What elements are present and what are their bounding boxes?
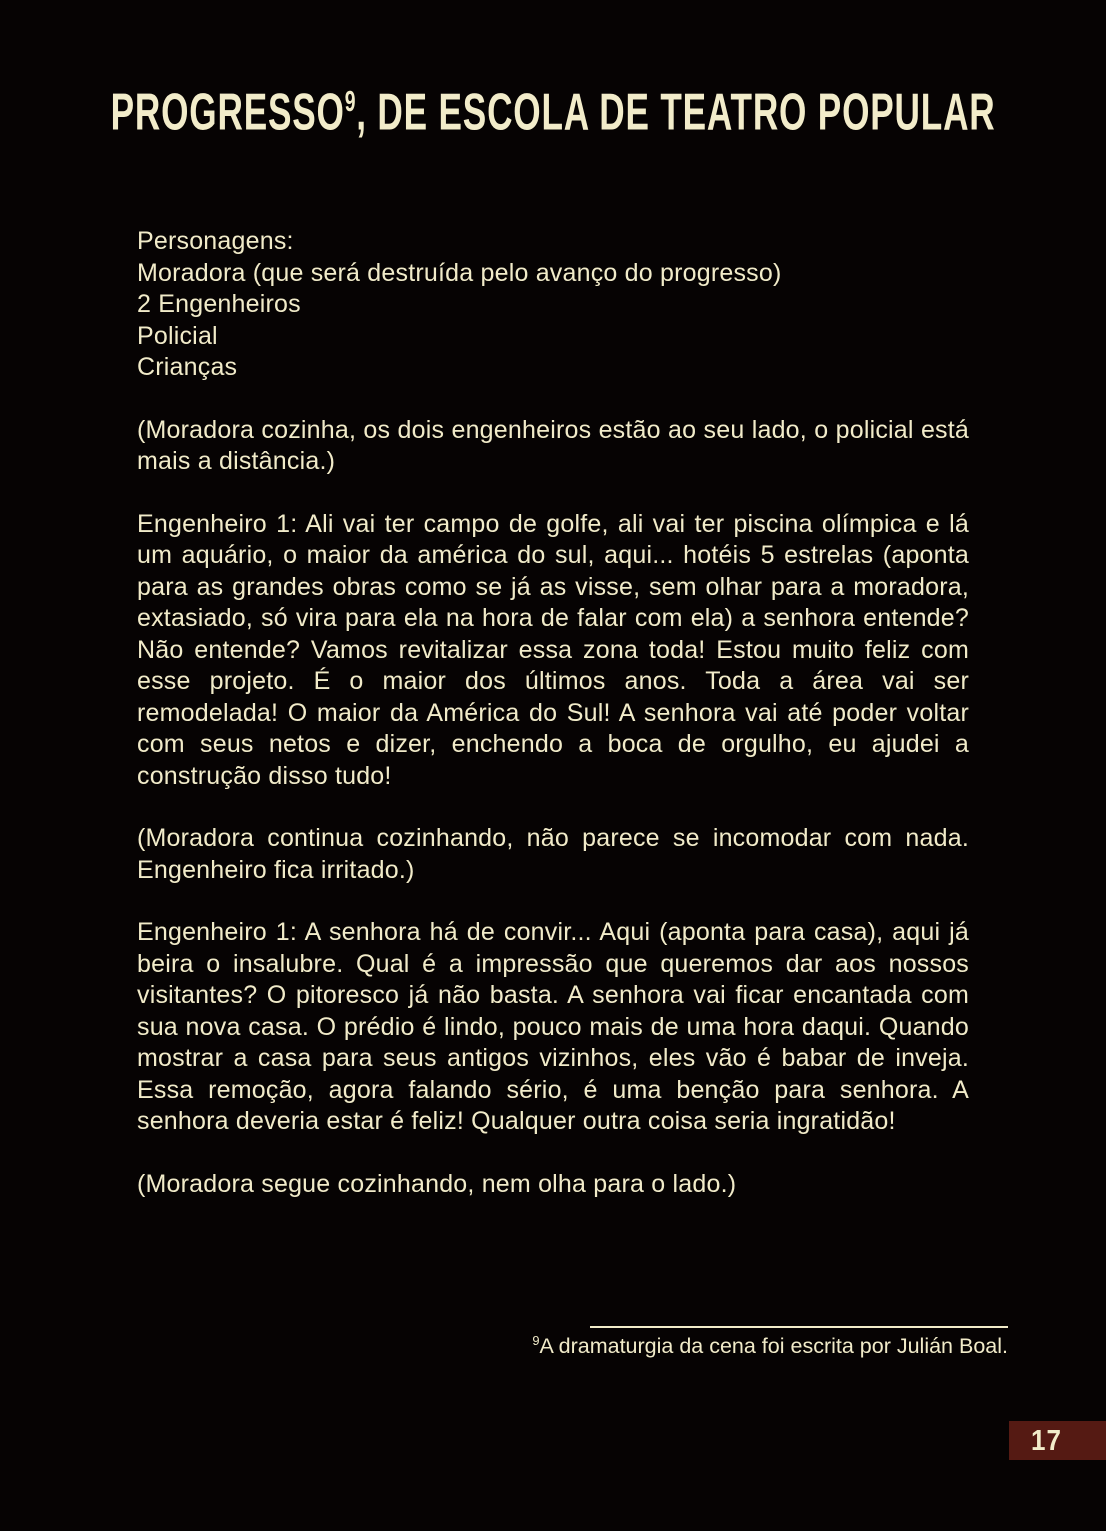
- character-line: Crianças: [137, 353, 238, 381]
- title-container: [0, 83, 1106, 142]
- footnote: [532, 1326, 1008, 1359]
- footnote-text-line: [532, 1333, 1008, 1359]
- footnote-ref: 9: [532, 1332, 540, 1348]
- characters-heading: Personagens:: [137, 227, 294, 255]
- characters-block: [137, 226, 969, 384]
- stage-direction: (Moradora cozinha, os dois engenheiros estão ao seu lado, o policial está mais a distância.): [137, 415, 969, 475]
- stage-direction: (Moradora segue cozinhando, nem olha para o lado.): [137, 1169, 737, 1198]
- page-number: 17: [1031, 1423, 1062, 1457]
- page-number-box: [1009, 1421, 1106, 1460]
- title-main: PROGRESSO: [110, 83, 345, 142]
- page-title: [111, 84, 996, 143]
- script-body: [137, 226, 969, 1200]
- character-line: Policial: [137, 321, 218, 350]
- dialogue-paragraph: Engenheiro 1: A senhora há de convir... Aqui (aponta para casa), aqui já beira o insalubre. Qual é a impressão que queremos dar aos nossos visitantes? O pitoresco já não basta. A senhora vai ficar encantada com sua nova casa. O prédio é lindo, pouco mais de uma hora daqui. Quando mostrar a casa para seus antigos vizinhos, eles vão é babar de inveja. Essa remoção, agora falando sério, é uma benção para senhora. A senhora deveria estar é feliz! Qualquer outra coisa seria ingratidão!: [137, 918, 969, 1135]
- character-line: 2 Engenheiros: [137, 290, 301, 318]
- title-rest: , DE ESCOLA DE TEATRO POPULAR: [356, 83, 996, 142]
- title-footnote-ref: 9: [344, 86, 357, 119]
- character-line: Moradora (que será destruída pelo avanço do progresso): [137, 258, 782, 287]
- stage-direction: (Moradora continua cozinhando, não parece se incomodar com nada. Engenheiro fica irritado.): [137, 824, 969, 884]
- footnote-text: A dramaturgia da cena foi escrita por Julián Boal.: [539, 1334, 1008, 1358]
- footnote-divider: [590, 1326, 1008, 1328]
- dialogue-paragraph: Engenheiro 1: Ali vai ter campo de golfe, ali vai ter piscina olímpica e lá um aquário, o maior da américa do sul, aqui... hotéis 5 estrelas (aponta para as grandes obras como se já as visse, sem olhar para a moradora, extasiado, só vira para ela na hora de falar com ela) a senhora entende? Não entende? Vamos revitalizar essa zona toda! Estou muito feliz com esse projeto. É o maior dos últimos anos. Toda a área vai ser remodelada! O maior da América do Sul! A senhora vai até poder voltar com seus netos e dizer, enchendo a boca de orgulho, eu ajudei a construção disso tudo!: [137, 509, 969, 790]
